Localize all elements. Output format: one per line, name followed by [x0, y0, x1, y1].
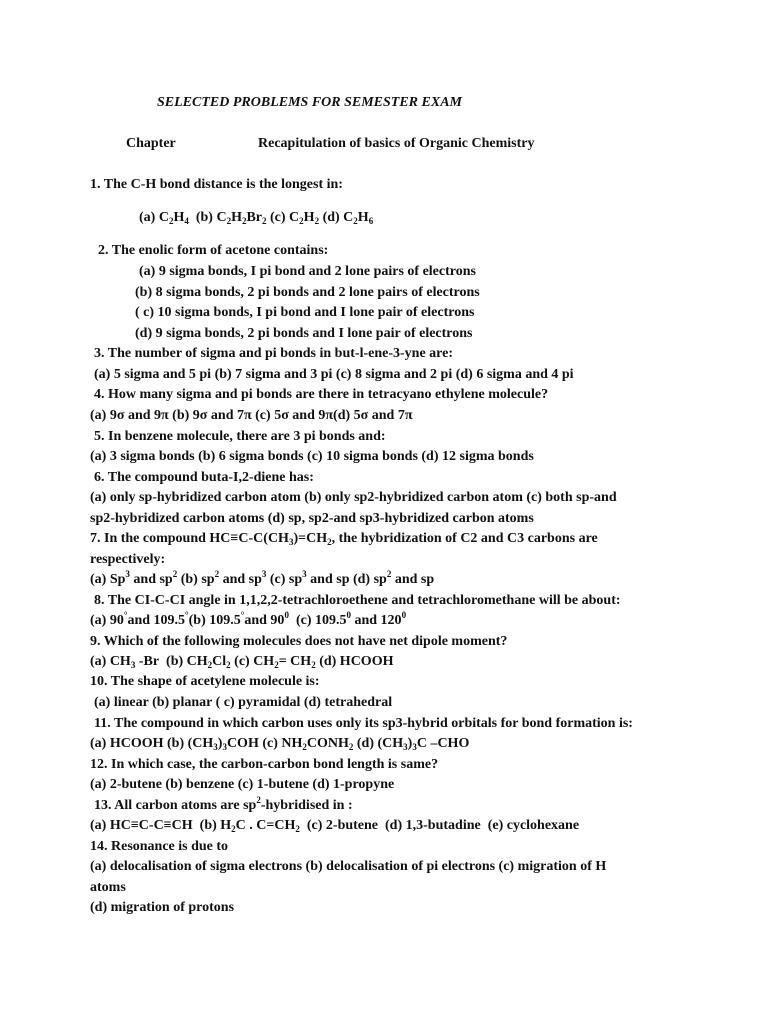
question-10-options: (a) linear (b) planar ( c) pyramidal (d) tetrahedral: [94, 695, 393, 710]
question-1-options: (a) $C_2H_4$ (b) $C_2H_2Br_2$ (c) $C_2H_2$ (d) $C_2H_6$: [139, 210, 374, 226]
question-2-stem: 2. The enolic form of acetone contains:: [98, 243, 329, 258]
question-6-stem: 6. The compound buta-I,2-diene has:: [94, 470, 314, 485]
chapter-name: Recapitulation of basics of Organic Chemistry: [258, 136, 535, 151]
question-7-stem: 7. In the compound $HC\equiv C-C(CH_3)=CH_2$, the hybridization of C2 and C3 carbons are: [90, 531, 598, 547]
question-2-option-b: (b) 8 sigma bonds, 2 pi bonds and 2 lone pairs of electrons: [135, 285, 480, 300]
question-14-options-line-2: atoms: [90, 880, 126, 895]
page-title: SELECTED PROBLEMS FOR SEMESTER EXAM: [157, 95, 462, 110]
question-3-options: (a) 5 sigma and 5 pi (b) 7 sigma and 3 pi (c) 8 sigma and 2 pi (d) 6 sigma and 4 pi: [94, 367, 574, 382]
question-12-options: (a) 2-butene (b) benzene (c) 1-butene (d) 1-propyne: [90, 777, 395, 792]
question-14-options-line-1: (a) delocalisation of sigma electrons (b) delocalisation of pi electrons (c) migration of H: [90, 859, 607, 874]
question-6-options-line-1: (a) only sp-hybridized carbon atom (b) only sp2-hybridized carbon atom (c) both sp-and: [90, 490, 617, 505]
question-4-stem: 4. How many sigma and pi bonds are there in tetracyano ethylene molecule?: [94, 387, 549, 402]
question-7-options: (a) Sp$^3$ and $sp^2$ (b) $sp^2$ and $sp^3$ (c) $sp^3$ and sp (d) $sp^2$ and sp: [90, 569, 435, 587]
question-2-option-d: (d) 9 sigma bonds, 2 pi bonds and I lone pair of electrons: [135, 326, 473, 341]
question-7-stem-line-2: respectively:: [90, 552, 166, 567]
question-5-options: (a) 3 sigma bonds (b) 6 sigma bonds (c) 10 sigma bonds (d) 12 sigma bonds: [90, 449, 534, 464]
question-13-options: (a) HC≡C-C≡CH (b) $H_2C$ . $C=CH_2$ (c) 2-butene (d) 1,3-butadine (e) cyclohexane: [90, 818, 580, 834]
question-5-stem: 5. In benzene molecule, there are 3 pi bonds and:: [94, 429, 386, 444]
question-1-stem: 1. The C-H bond distance is the longest in:: [90, 177, 343, 192]
question-6-options-line-2: sp2-hybridized carbon atoms (d) sp, sp2-and sp3-hybridized carbon atoms: [90, 511, 534, 526]
question-8-stem: 8. The CI-C-CI angle in 1,1,2,2-tetrachloroethene and tetrachloromethane will be about:: [94, 593, 621, 608]
question-9-options: (a) $CH_3$ -Br (b) $CH_2Cl_2$ (c) $CH_2= CH_2$ (d) HCOOH: [90, 654, 394, 670]
question-14-options-line-3: (d) migration of protons: [90, 900, 235, 915]
question-12-stem: 12. In which case, the carbon-carbon bond length is same?: [90, 757, 439, 772]
question-10-stem: 10. The shape of acetylene molecule is:: [90, 674, 320, 689]
question-13-stem: 13. All carbon atoms are $sp^2$-hybridised in :: [94, 795, 353, 813]
question-9-stem: 9. Which of the following molecules does not have net dipole moment?: [90, 634, 508, 649]
question-8-options: (a) 90°and 109.5°(b) 109.5°and $90^0$ (c) 109.5$^0$ and $120^0$: [90, 610, 407, 628]
question-4-options: (a) 9σ and 9π (b) 9σ and 7π (c) 5σ and 9π(d) 5σ and 7π: [90, 408, 413, 423]
question-2-option-c: ( c) 10 sigma bonds, I pi bond and I lone pair of electrons: [135, 305, 475, 320]
question-11-stem: 11. The compound in which carbon uses only its sp3-hybrid orbitals for bond formation is:: [94, 716, 633, 731]
question-3-stem: 3. The number of sigma and pi bonds in but-l-ene-3-yne are:: [94, 346, 453, 361]
chapter-label: Chapter: [126, 136, 176, 151]
question-11-options: (a) HCOOH (b) $(CH_3)_3COH$ (c) $NH_2CONH_2$ (d) $(CH_3)_3C$ –CHO: [90, 736, 470, 752]
question-14-stem: 14. Resonance is due to: [90, 839, 229, 854]
question-2-option-a: (a) 9 sigma bonds, I pi bond and 2 lone pairs of electrons: [139, 264, 476, 279]
